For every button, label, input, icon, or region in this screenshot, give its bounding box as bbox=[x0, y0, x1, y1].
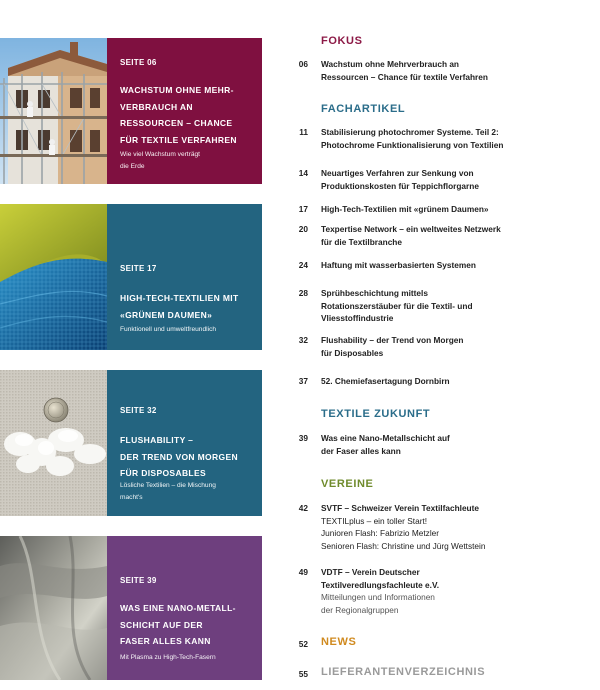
feature-card-seite-06[interactable] bbox=[0, 38, 262, 184]
feature-panel-2 bbox=[107, 204, 262, 350]
coin-fiber-image bbox=[0, 370, 107, 516]
scaffolding-building-image bbox=[0, 38, 107, 184]
toc-title: SVTF – Schweizer Verein Textilfachleute TEXTILplus – ein toller Start! Junioren Flash: Fabrizio Metzler Senioren Flash: Christine und Jürg Wettstein bbox=[321, 503, 486, 551]
page-number: 37 bbox=[298, 376, 308, 386]
feature-subline: Funktionell und umweltfreundlich bbox=[120, 326, 217, 333]
page-number: 14 bbox=[298, 168, 308, 178]
section-heading-fokus: FOKUS bbox=[321, 35, 363, 47]
metallic-fabric-image bbox=[0, 536, 107, 680]
feature-headline: FLUSHABILITY – DER TREND VON MORGEN FÜR DISPOSABLES bbox=[120, 435, 238, 478]
toc-title: Texpertise Network – ein weltweites Netzwerk für die Textilbranche bbox=[321, 224, 501, 247]
toc-title: 52. Chemiefasertagung Dornbirn bbox=[321, 376, 450, 386]
green-fabric-image bbox=[0, 204, 107, 350]
feature-headline: HIGH-TECH-TEXTILIEN MIT «GRÜNEM DAUMEN» bbox=[120, 293, 239, 320]
toc-title: VDTF – Verein Deutscher Textilveredlungsfachleute e.V. Mitteilungen und Informationen der Regionalgruppen bbox=[321, 567, 440, 615]
page-number: 32 bbox=[298, 335, 308, 345]
page-number: 49 bbox=[298, 567, 308, 577]
page-number: 17 bbox=[298, 204, 308, 214]
page-number: 52 bbox=[298, 639, 308, 649]
feature-panel-3 bbox=[107, 370, 262, 516]
feature-headline: WACHSTUM OHNE MEHR- VERBRAUCH AN RESSOURCEN – CHANCE FÜR TEXTILE VERFAHREN bbox=[120, 85, 237, 145]
toc-title: Wachstum ohne Mehrverbrauch an Ressourcen – Chance für textile Verfahren bbox=[321, 59, 488, 82]
feature-panel-4 bbox=[107, 536, 262, 680]
page-number: 28 bbox=[298, 288, 308, 298]
page-label: SEITE 06 bbox=[120, 58, 157, 67]
section-heading-vereine: VEREINE bbox=[321, 478, 374, 490]
toc-title: Haftung mit wasserbasierten Systemen bbox=[321, 260, 476, 270]
page-number: 24 bbox=[298, 260, 308, 270]
page-number: 06 bbox=[298, 59, 308, 69]
toc-title: High-Tech-Textilien mit «grünem Daumen» bbox=[321, 204, 489, 214]
section-heading-textile-zukunft: TEXTILE ZUKUNFT bbox=[321, 408, 431, 420]
page-number: 11 bbox=[299, 127, 308, 137]
feature-subline: Mit Plasma zu High-Tech-Fasern bbox=[120, 654, 216, 661]
page-label: SEITE 39 bbox=[120, 576, 157, 585]
feature-card-seite-17[interactable] bbox=[0, 204, 262, 350]
feature-panel-1 bbox=[107, 38, 262, 184]
page-number: 20 bbox=[298, 224, 308, 234]
toc-title: Stabilisierung photochromer Systeme. Teil 2: Photochrome Funktionalisierung von Textilien bbox=[321, 127, 504, 150]
section-heading-lieferantenverzeichnis[interactable]: LIEFERANTENVERZEICHNIS bbox=[321, 666, 486, 678]
toc-title: Was eine Nano-Metallschicht auf der Faser alles kann bbox=[321, 433, 450, 456]
page-number: 39 bbox=[298, 433, 308, 443]
page-label: SEITE 17 bbox=[120, 264, 157, 273]
feature-headline: WAS EINE NANO-METALL- SCHICHT AUF DER FASER ALLES KANN bbox=[120, 603, 236, 646]
toc-title: Sprühbeschichtung mittels Rotationszerstäuber für die Textil- und Vliesstoffindustrie bbox=[321, 288, 473, 323]
feature-subline: Wie viel Wachstum verträgt die Erde bbox=[120, 151, 200, 170]
section-heading-news[interactable]: NEWS bbox=[321, 636, 357, 648]
page-number: 55 bbox=[298, 669, 308, 679]
section-heading-fachartikel: FACHARTIKEL bbox=[321, 103, 406, 115]
page-number: 42 bbox=[298, 503, 308, 513]
page-label: SEITE 32 bbox=[120, 406, 157, 415]
toc-title: Neuartiges Verfahren zur Senkung von Produktionskosten für Teppichflorgarne bbox=[321, 168, 479, 191]
feature-card-seite-32[interactable] bbox=[0, 370, 262, 516]
feature-subline: Lösliche Textilien – die Mischung macht's bbox=[120, 482, 216, 501]
feature-card-seite-39[interactable] bbox=[0, 536, 262, 680]
toc-title: Flushability – der Trend von Morgen für Disposables bbox=[321, 335, 464, 358]
